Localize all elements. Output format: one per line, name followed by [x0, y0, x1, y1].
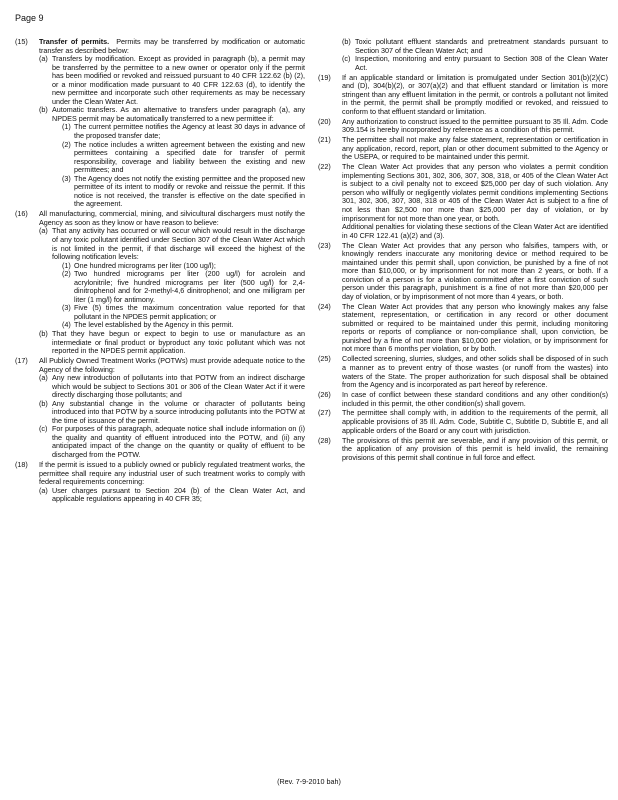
- condition-number: (16): [15, 209, 28, 219]
- condition-number: (22): [318, 162, 331, 172]
- condition-text: Any authorization to construct issued to the permittee pursuant to 35 Ill. Adm. Code 309.154 is hereby incorporated by reference as a condition of this permit.: [342, 116, 608, 135]
- condition-17-b: (b) Any substantial change in the volume or character of pollutants being introduced into that POTW by a source introducing pollutants into the POTW at the time of issuance of the permit.: [39, 398, 305, 425]
- condition-17: [15, 357, 305, 460]
- condition-15-b-2: (2) The notice includes a written agreement between the existing and new permittees containing a specified date for transfer of permit responsibility, coverage and liability between the existing and new permittees; and: [62, 139, 305, 175]
- condition-18-continued: [318, 38, 608, 72]
- condition-23: [318, 242, 608, 302]
- condition-number: (25): [318, 354, 331, 364]
- condition-16-b: (b) That they have begun or expect to begin to use or manufacture as an intermediate or final product or byproduct any toxic pollutant which was not reported in the NPDES permit application.: [39, 328, 305, 356]
- condition-text: The permittee shall not make any false statement, representation or certification in any application, record, report, plan or other document submitted to the Agency or the USEPA, or required to be maintained under this permit.: [342, 135, 608, 162]
- condition-20: [318, 118, 608, 135]
- condition-text: The Clean Water Act provides that any person who violates a permit condition implementing Sections 301, 302, 306, 307, 308, 318, or 405 of the Clean Water Act is subject to a civil penalty not to exceed $25,000 per day of such violation. Any person who willfully or negligently violates permit conditions implementing Sections 301, 302, 306, 307, 308, 318 or 405 of the Clean Water Act is subject to a fine of not less than $2,500 nor more than $25,000 per day of violation, or by imprisonment for not more than one year, or both.: [342, 162, 608, 223]
- condition-text: The Clean Water Act provides that any person who falsifies, tampers with, or knowingly renders inaccurate any monitoring device or method required to be maintained under this permit shall, upon conviction, be punished by a fine of not more than $10,000, or by imprisonment for not more than 2 years, or both. If a conviction of a person is for a violation committed after a first conviction of such person under this paragraph, punishment is a fine of not more than $20,000 per day of violation, or by imprisonment of not more than 4 years, or both.: [342, 240, 608, 301]
- condition-26: [318, 391, 608, 408]
- condition-17-c: (c) For purposes of this paragraph, adequate notice shall include information on (i) the quality and quantity of effluent introduced into the POTW, and (ii) any anticipated impact of the change on the quantity or quality of effluent to be discharged from the POTW.: [39, 424, 305, 460]
- condition-16-a: (a) That any activity has occurred or will occur which would result in the discharge of any toxic pollutant identified under Section 307 of the Clean Water Act which is not limited in the permit, if that discharge will exceed the highest of the following notification levels: (1) One hundred micrograms per liter (100 ug/l); (2) Two hundred micrograms per liter (200 ug/l) for acrolein and acrylonitrile; five hundred micrograms per liter (500 ug/l) for 2,4-dinitrophenol and for 2-methyl-4,6 dinitrophenol; and one milligram per liter (1 mg/l) for antimony. (3) Five (5) times the maximum concentration value reported for that pollutant in the NPDES permit application; or (4) The level established by the Agency in this permit.: [39, 226, 305, 330]
- condition-text: Permits may be transferred by modification or automatic transfer as described below:: [39, 37, 306, 55]
- condition-15-b-3: (3) The Agency does not notify the existing permittee and the proposed new permittee of its intent to modify or revoke and reissue the permit. If this notice is not received, the transfer is effective on the date specified in the agreement.: [62, 173, 305, 209]
- condition-text: If the permit is issued to a publicly owned or publicly regulated treatment works, the permittee shall require any industrial user of such treatment works to comply with federal requirements concerning:: [39, 459, 305, 487]
- condition-title: Transfer of permits.: [39, 37, 110, 46]
- condition-number: (15): [15, 37, 28, 46]
- condition-28: [318, 437, 608, 463]
- condition-15-b: (b) Automatic transfers. As an alternative to transfers under paragraph (a), any NPDES permit may be automatically transferred to a new permittee if: (1) The current permittee notifies the Agency at least 30 days in advance of the proposed transfer date; (2) The notice includes a written agreement between the existing and new permittees containing a specified date for transfer of permit responsibility, coverage and liability between the existing and new permittees; and (3) The Agency does not notify the existing permittee and the proposed new permittee of its intent to modify or revoke and reissue the permit. If this notice is not received, the transfer is effective on the date specified in the agreement.: [39, 105, 305, 209]
- condition-19: [318, 74, 608, 117]
- condition-24: [318, 303, 608, 354]
- condition-text: All manufacturing, commercial, mining, and silvicultural dischargers must notify the Agency as soon as they know or have reason to believe:: [39, 209, 305, 227]
- condition-text: The provisions of this permit are severable, and if any provision of this permit, or the application of any provision of this permit is held invalid, the remaining provisions of this permit shall continue in full force and effect.: [342, 435, 608, 462]
- condition-22: [318, 163, 608, 240]
- condition-15-b-1: (1) The current permittee notifies the Agency at least 30 days in advance of the proposed transfer date;: [62, 122, 305, 141]
- condition-18-b: (b) Toxic pollutant effluent standards and pretreatment standards pursuant to Section 307 of the Clean Water Act; and: [342, 37, 608, 55]
- condition-27: [318, 409, 608, 435]
- condition-15-a: (a) Transfers by modification. Except as provided in paragraph (b), a permit may be transferred by the permittee to a new owner or operator only if the permit has been modified or revoked and reissued pursuant to 40 CFR 122.62 (b) (2), or a minor modification made pursuant to 40 CFR 122.63 (d), to identify the new permittee and incorporate such other requirements as may be necessary under the Clean Water Act.: [39, 54, 305, 106]
- condition-18: [15, 461, 305, 504]
- condition-16-a-4: (4) The level established by the Agency in this permit.: [62, 320, 234, 330]
- condition-25: [318, 355, 608, 389]
- condition-17-a: (a) Any new introduction of pollutants into that POTW from an indirect discharge which would be subject to Sections 301 or 306 of the Clean Water Act if it were directly discharging those pollutants; and: [39, 373, 305, 400]
- condition-number: (19): [318, 72, 331, 82]
- condition-number: (21): [318, 135, 331, 145]
- condition-18-c: (c) Inspection, monitoring and entry pursuant to Section 308 of the Clean Water Act.: [342, 54, 608, 72]
- condition-number: (17): [15, 356, 28, 366]
- revision-footer: (Rev. 7-9-2010 bah): [277, 777, 341, 786]
- condition-16-a-2: (2) Two hundred micrograms per liter (200 ug/l) for acrolein and acrylonitrile; five hundred micrograms per liter (500 ug/l) for 2,4-dinitrophenol and for 2-methyl-4,6 dinitrophenol; and one milligram per liter (1 mg/l) for antimony.: [62, 269, 305, 304]
- condition-text: In case of conflict between these standard conditions and any other condition(s) included in this permit, the other condition(s) shall govern.: [342, 390, 608, 408]
- condition-text: The permittee shall comply with, in addition to the requirements of the permit, all applicable provisions of 35 Ill. Adm. Code, Subtitle C, Subtitle D, Subtitle E, and all applicable orders of the Board or any court with jurisdiction.: [342, 408, 608, 435]
- right-column: [318, 38, 608, 464]
- condition-number: (24): [318, 301, 331, 311]
- condition-number: (23): [318, 240, 331, 250]
- page-number: Page 9: [15, 13, 44, 23]
- condition-number: (20): [318, 116, 331, 126]
- condition-text: All Publicly Owned Treatment Works (POTWs) must provide adequate notice to the Agency of the following:: [39, 356, 305, 374]
- condition-text: If an applicable standard or limitation is promulgated under Section 301(b)(2)(C) and (D), 304(b)(2), or 307(a)(2) and that effluent standard or limitation is more stringent than any effluent limitation in the permit, or controls a pollutant not limited in the permit, the permit shall be promptly modified or revoked, and reissued to conform to that effluent standard or limitation.: [342, 72, 608, 116]
- condition-15: [15, 38, 305, 209]
- condition-number: (28): [318, 435, 331, 445]
- condition-number: (26): [318, 390, 331, 399]
- condition-text: Collected screening, slurries, sludges, and other solids shall be disposed of in such a manner as to prevent entry of those wastes (or runoff from the wastes) into waters of the State. The proper authorization for such disposal shall be obtained from the Agency and is incorporated as part hereof by reference.: [342, 354, 608, 390]
- condition-number: (18): [15, 459, 28, 469]
- left-column: [15, 38, 305, 505]
- condition-18-a: (a) User charges pursuant to Section 204 (b) of the Clean Water Act, and applicable regulations appearing in 40 CFR 35;: [39, 485, 305, 504]
- condition-16: [15, 210, 305, 355]
- condition-16-a-3: (3) Five (5) times the maximum concentration value reported for that pollutant in the NPDES permit application; or: [62, 303, 305, 321]
- condition-21: [318, 136, 608, 162]
- condition-text: The Clean Water Act provides that any person who knowingly makes any false statement, representation, or certification in any record or other document submitted or required to be maintained under this permit, including monitoring reports or reports of compliance or non-compliance shall, upon conviction, be punished by a fine of not more than $10,000 per violation, or by imprisonment for not more than 6 months per violation, or by both.: [342, 301, 608, 354]
- condition-16-a-1: (1) One hundred micrograms per liter (100 ug/l);: [62, 260, 216, 270]
- condition-text-additional: Additional penalties for violating these sections of the Clean Water Act are identified in 40 CFR 122.41 (a)(2) and (3).: [342, 222, 608, 240]
- condition-number: (27): [318, 408, 331, 418]
